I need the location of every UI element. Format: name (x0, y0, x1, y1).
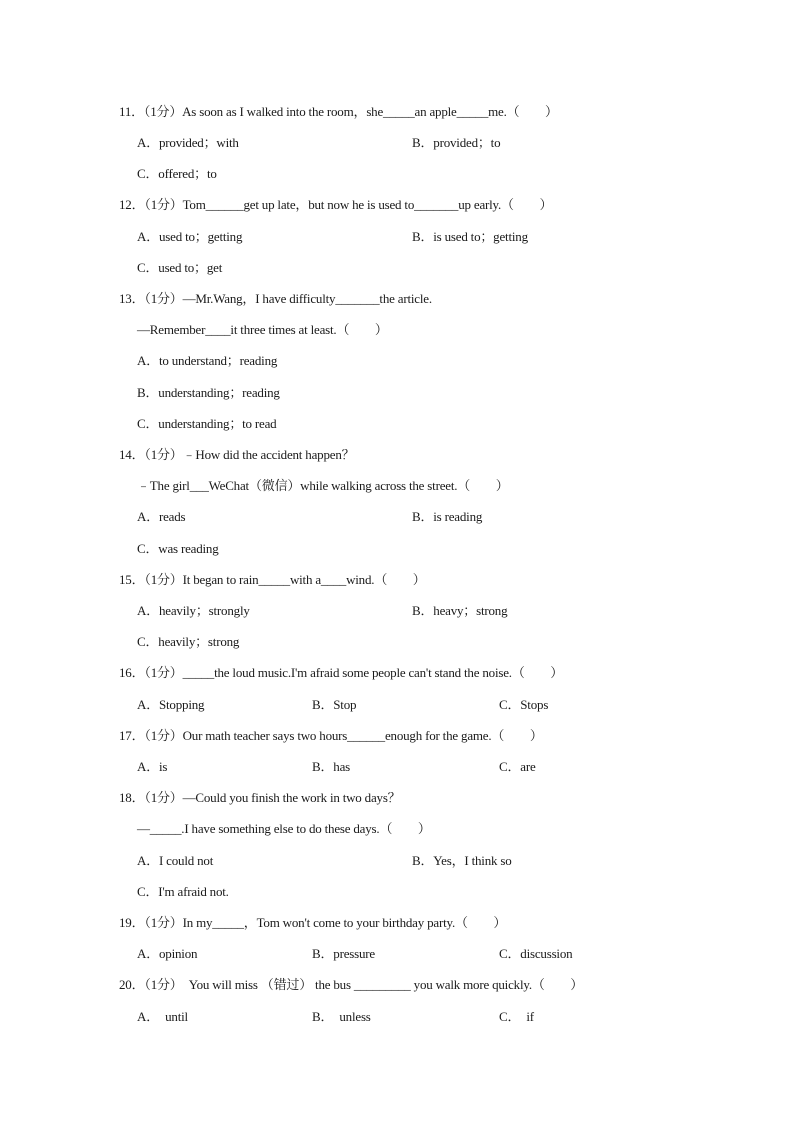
question-15-option-c[interactable]: C．heavily；strong (137, 634, 240, 649)
question-20-option-c[interactable]: C． if (499, 1009, 534, 1024)
question-18-stem: 18．（1分）—Could you finish the work in two days？ (119, 790, 401, 805)
question-16-option-c[interactable]: C．Stops (499, 697, 549, 712)
question-13-option-c[interactable]: C．understanding；to read (137, 416, 277, 431)
question-12-option-a[interactable]: A．used to；getting (137, 229, 243, 244)
question-18-stem-line2: —_____.I have something else to do these days.（ ） (137, 821, 431, 836)
question-11-option-c[interactable]: C．offered；to (137, 166, 217, 181)
question-16-option-a[interactable]: A．Stopping (137, 697, 205, 712)
question-17-stem: 17．（1分）Our math teacher says two hours______enough for the game.（ ） (119, 728, 543, 743)
question-20-stem: 20．（1分） You will miss （错过） the bus _________ you walk more quickly.（ ） (119, 977, 584, 992)
question-11-stem: 11．（1分）As soon as I walked into the room，she_____an apple_____me.（ ） (119, 104, 558, 119)
question-20-option-a[interactable]: A． until (137, 1009, 188, 1024)
question-14-option-c[interactable]: C．was reading (137, 541, 219, 556)
question-13-option-b[interactable]: B．understanding；reading (137, 385, 280, 400)
question-18-option-c[interactable]: C．I'm afraid not. (137, 884, 229, 899)
question-11-option-b[interactable]: B．provided；to (412, 135, 501, 150)
question-14-option-b[interactable]: B．is reading (412, 509, 483, 524)
question-14-stem-line2: ﹣The girl___WeChat（微信）while walking across the street.（ ） (137, 478, 509, 493)
question-18-option-a[interactable]: A．I could not (137, 853, 214, 868)
question-15-option-b[interactable]: B．heavy；strong (412, 603, 508, 618)
question-19-stem: 19．（1分）In my_____，Tom won't come to your birthday party.（ ） (119, 915, 507, 930)
question-16-option-b[interactable]: B．Stop (312, 697, 357, 712)
question-12-option-c[interactable]: C．used to；get (137, 260, 223, 275)
question-13-option-a[interactable]: A．to understand；reading (137, 353, 278, 368)
question-11-option-a[interactable]: A．provided；with (137, 135, 239, 150)
question-12-option-b[interactable]: B．is used to；getting (412, 229, 528, 244)
question-20-option-b[interactable]: B． unless (312, 1009, 371, 1024)
question-14-option-a[interactable]: A．reads (137, 509, 186, 524)
question-14-stem: 14．（1分）﹣How did the accident happen？ (119, 447, 355, 462)
question-19-option-b[interactable]: B．pressure (312, 946, 375, 961)
question-19-option-a[interactable]: A．opinion (137, 946, 198, 961)
question-17-option-a[interactable]: A．is (137, 759, 168, 774)
question-12-stem: 12．（1分）Tom______get up late，but now he is used to_______up early.（ ） (119, 197, 553, 212)
question-17-option-c[interactable]: C．are (499, 759, 536, 774)
question-16-stem: 16．（1分）_____the loud music.I'm afraid some people can't stand the noise.（ ） (119, 665, 564, 680)
question-18-option-b[interactable]: B．Yes，I think so (412, 853, 512, 868)
question-13-stem-line2: —Remember____it three times at least.（ ） (137, 322, 388, 337)
question-19-option-c[interactable]: C．discussion (499, 946, 573, 961)
question-15-option-a[interactable]: A．heavily；strongly (137, 603, 250, 618)
question-17-option-b[interactable]: B．has (312, 759, 351, 774)
question-15-stem: 15．（1分）It began to rain_____with a____wind.（ ） (119, 572, 426, 587)
question-13-stem: 13．（1分）—Mr.Wang，I have difficulty_______the article. (119, 291, 432, 306)
